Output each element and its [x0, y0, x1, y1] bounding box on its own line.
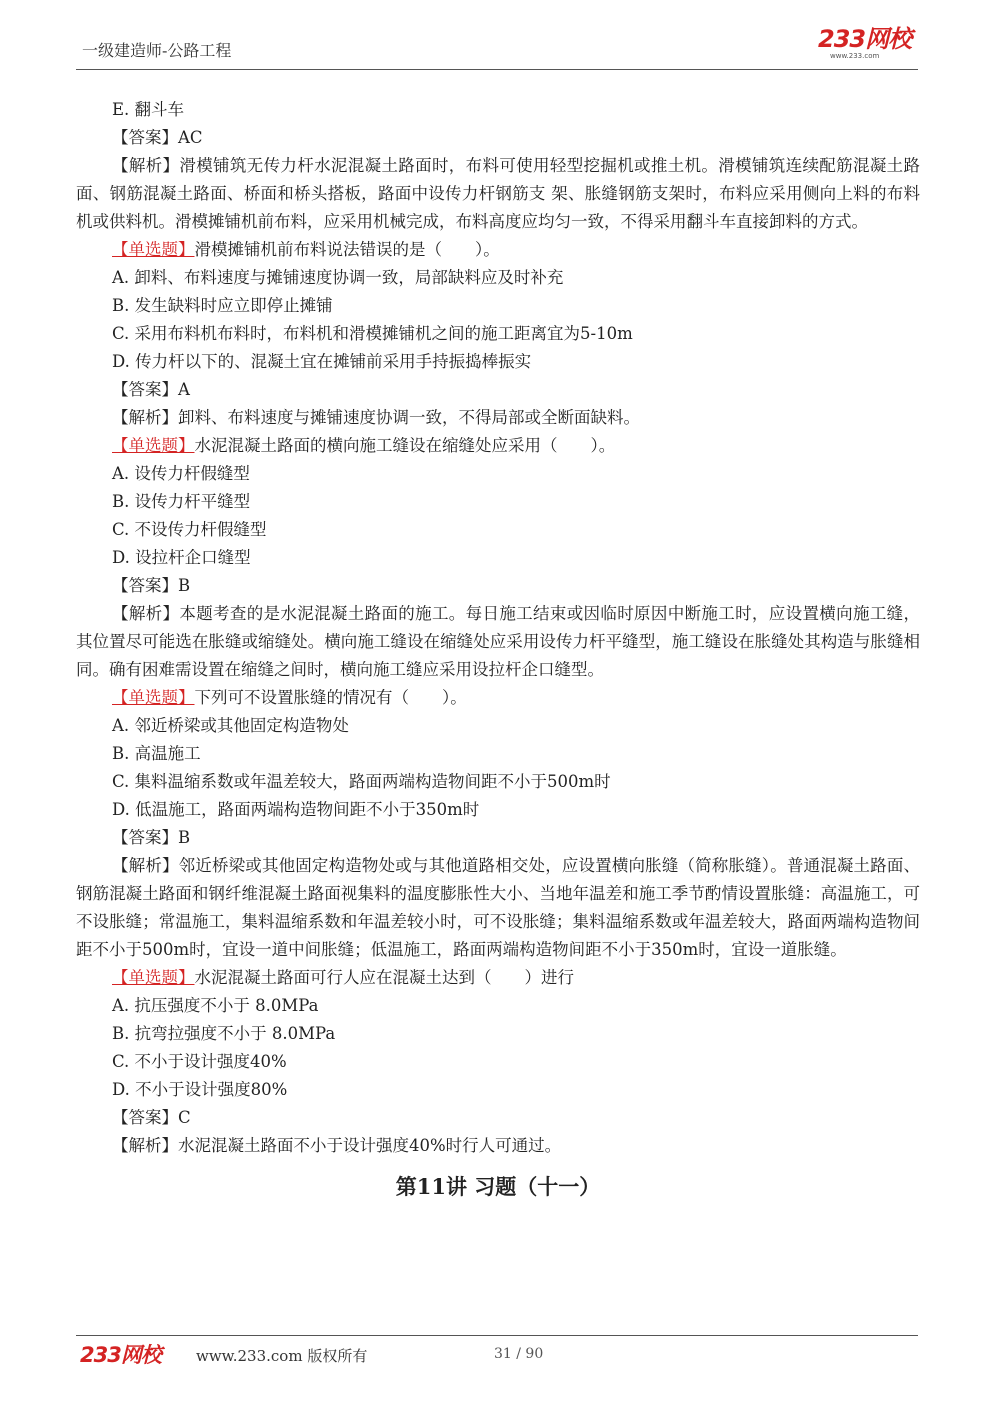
option-line: B. 发生缺料时应立即停止摊铺 [112, 296, 333, 315]
option-line: C. 采用布料机布料时，布料机和滑模摊铺机之间的施工距离宜为5-10m [112, 324, 633, 343]
option-line: E. 翻斗车 [112, 100, 185, 119]
answer-line: 【答案】B [112, 828, 191, 847]
option-line: A. 抗压强度不小于 8.0MPa [112, 996, 319, 1015]
question-line [76, 684, 920, 712]
option-line: A. 设传力杆假缝型 [112, 464, 250, 483]
option-line: C. 不设传力杆假缝型 [112, 520, 267, 539]
answer-line: 【答案】AC [112, 128, 203, 147]
option-line: D. 设拉杆企口缝型 [112, 548, 251, 567]
header-divider [76, 69, 918, 70]
question-type-tag: 【单选题】 [112, 240, 195, 259]
option-line: A. 卸料、布料速度与摊铺速度协调一致，局部缺料应及时补充 [112, 268, 564, 287]
footer-copyright: www.233.com 版权所有 [196, 1347, 368, 1365]
option-line: B. 设传力杆平缝型 [112, 492, 251, 511]
answer-line: 【答案】B [112, 576, 191, 595]
brand-logo [818, 26, 928, 70]
footer-divider [76, 1335, 918, 1336]
option-line: C. 集料温缩系数或年温差较大，路面两端构造物间距不小于500m时 [112, 772, 611, 791]
document-title: 一级建造师-公路工程 [82, 41, 232, 60]
logo-text: 233网校 [818, 25, 912, 53]
section-heading: 第11讲 习题（十一） [395, 1174, 601, 1199]
explanation-paragraph: 【解析】邻近桥梁或其他固定构造物处或与其他道路相交处，应设置横向胀缝（简称胀缝）。普通混凝土路面、钢筋混凝土路面和钢纤维混凝土路面视集料的温度膨胀性大小、当地年温差和施工季节酌情设置胀缝：高温施工，可不设胀缝；常温施工，集料温缩系数和年温差较小时，可不设胀缝；集料温缩系数或年温差较大，路面两端构造物间距不小于500m时，宜设一道中间胀缝；低温施工，路面两端构造物间距不小于350m时，宜设一道胀缝。 [76, 856, 920, 959]
answer-line: 【答案】A [112, 380, 190, 399]
option-line: D. 低温施工，路面两端构造物间距不小于350m时 [112, 800, 480, 819]
question-text: 下列可不设置胀缝的情况有（ ）。 [194, 688, 467, 707]
explanation-paragraph: 【解析】本题考查的是水泥混凝土路面的施工。每日施工结束或因临时原因中断施工时，应设置横向施工缝，其位置尽可能选在胀缝或缩缝处。横向施工缝设在缩缝处应采用设传力杆平缝型，施工缝设在胀缝处其构造与胀缝相同。确有困难需设置在缩缝之间时，横向施工缝应采用设拉杆企口缝型。 [76, 604, 920, 679]
option-line: B. 高温施工 [112, 744, 201, 763]
page-content [76, 96, 920, 1204]
question-text: 水泥混凝土路面可行人应在混凝土达到（ ）进行 [194, 968, 574, 987]
page-number: 31 / 90 [494, 1346, 544, 1362]
option-line: A. 邻近桥梁或其他固定构造物处 [112, 716, 349, 735]
question-line [76, 236, 920, 264]
footer-logo: 233网校 [80, 1343, 161, 1367]
logo-url: www.233.com [830, 52, 880, 60]
answer-line: 【答案】C [112, 1108, 191, 1127]
explanation-line: 【解析】卸料、布料速度与摊铺速度协调一致，不得局部或全断面缺料。 [112, 408, 640, 427]
explanation-line: 【解析】水泥混凝土路面不小于设计强度40%时行人可通过。 [112, 1136, 562, 1155]
question-type-tag: 【单选题】 [112, 968, 195, 987]
question-type-tag: 【单选题】 [112, 436, 195, 455]
option-line: D. 不小于设计强度80% [112, 1080, 288, 1099]
question-text: 滑模摊铺机前布料说法错误的是（ ）。 [194, 240, 500, 259]
explanation-paragraph: 【解析】滑模铺筑无传力杆水泥混凝土路面时，布料可使用轻型挖掘机或推土机。滑模铺筑连续配筋混凝土路面、钢筋混凝土路面、桥面和桥头搭板，路面中设传力杆钢筋支 架、胀缝钢筋支架时，布料应采用侧向上料的布料机或供料机。滑模摊铺机前布料，应采用机械完成，布料高度应均匀一致，不得采用翻斗车直接卸料的方式。 [76, 156, 920, 231]
question-line [76, 432, 920, 460]
option-line: C. 不小于设计强度40% [112, 1052, 287, 1071]
question-type-tag: 【单选题】 [112, 688, 195, 707]
option-line: B. 抗弯拉强度不小于 8.0MPa [112, 1024, 336, 1043]
question-line [76, 964, 920, 992]
question-text: 水泥混凝土路面的横向施工缝设在缩缝处应采用（ ）。 [194, 436, 616, 455]
option-line: D. 传力杆以下的、混凝土宜在摊铺前采用手持振捣棒振实 [112, 352, 532, 371]
